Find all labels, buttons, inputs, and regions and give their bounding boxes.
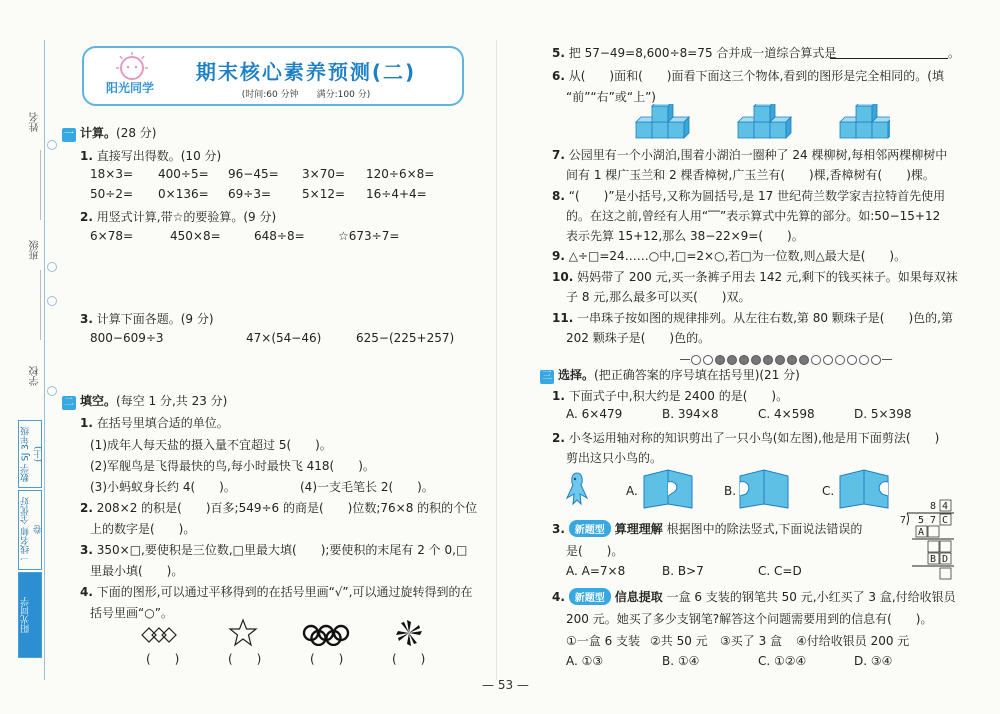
fill-3b: 里最小填( )。 [90, 564, 184, 578]
fill-8c: 表示先算 15+12,那么 38−22×9=( )。 [566, 229, 804, 243]
sun-logo-icon [92, 50, 168, 98]
mixed-calc: 800−609÷3 [90, 331, 164, 345]
choice-4b: 200 元。她买了多少支钢笔?解答这个问题需要用到的信息有( )。 [566, 612, 933, 626]
choice-option: A. 6×479 [566, 407, 623, 421]
school-label: 学校 [30, 366, 41, 386]
spine-label [18, 420, 42, 670]
bead-dark [715, 355, 725, 365]
fill-8b: 的。在这之前,曾经有人用“‾‾”表示算式中先算的部分。如:50−15+12 [566, 209, 941, 223]
vertical-calc: 450×8= [170, 229, 221, 243]
choice-option: A. A=7×8 [566, 564, 626, 578]
name-label: 姓名 [30, 112, 41, 132]
choice-2b: 剪出这只小鸟的。 [566, 451, 663, 465]
bead-dark [799, 355, 809, 365]
info-item: ③买了 3 盒 [720, 634, 783, 648]
choice-option: D. ③④ [854, 654, 893, 668]
mixed-calc: 625−(225+257) [356, 331, 455, 345]
svg-text:8: 8 [930, 501, 937, 512]
svg-text:4: 4 [942, 501, 949, 512]
cube-group-3 [840, 104, 890, 138]
bead-dark [739, 355, 749, 365]
choice-option: B. B>7 [662, 564, 704, 578]
calc-cell: 3×70= [302, 167, 346, 181]
section-badge: 一 [64, 129, 74, 140]
binding-hole [47, 296, 57, 306]
svg-text:5: 5 [918, 515, 925, 526]
section-badge: 三 [542, 371, 552, 382]
binding-hole [47, 386, 57, 396]
column-divider [496, 40, 497, 680]
choice-option: C. [822, 484, 835, 498]
svg-text:C: C [942, 515, 949, 526]
section-fill: 二 填空。(每空 1 分,共 23 分) [64, 394, 228, 408]
choice-option: C. ①②④ [758, 654, 807, 668]
bead-light [811, 355, 821, 365]
diamond-chain-icon [140, 624, 180, 646]
calc-cell: 16÷4+4= [366, 187, 427, 201]
fill-1c: (3)小蚂蚁身长约 4( )。 [90, 480, 236, 494]
bead-dark [727, 355, 737, 365]
new-type-badge: 新题型 [569, 520, 611, 537]
period: 。 [948, 46, 961, 60]
choice-option: D. 5×398 [854, 407, 912, 421]
vertical-calc: ☆673÷7= [338, 229, 400, 243]
answer-line [830, 58, 948, 59]
calc-cell: 0×136= [158, 187, 209, 201]
fill-4a: 4. 下面的图形,可以通过平移得到的在括号里画“√”,可以通过旋转得到的在 [80, 585, 473, 599]
choice-option: B. [724, 484, 737, 498]
long-division-figure [896, 498, 958, 582]
page-title: 期末核心素养预测(二) [195, 60, 417, 84]
fill-7a: 7. 公园里有一个小湖泊,围着小湖泊一圈种了 24 棵柳树,每相邻两棵柳树中 [552, 148, 948, 162]
section-calc: 一 计算。(28 分) [64, 126, 157, 140]
spine-cell: 数学 SJ 3年级(上) [18, 420, 42, 488]
fill-2a: 2. 208×2 的积是( )百多;549÷6 的商是( )位数;76×8 的积的个位 [80, 501, 478, 515]
answer-paren: ( ) [310, 652, 344, 666]
bead-light [703, 355, 713, 365]
vertical-calc: 648÷8= [254, 229, 305, 243]
page-number: — 53 — [482, 678, 529, 692]
calc-cell: 69÷3= [228, 187, 272, 201]
class-write-line [40, 270, 41, 340]
fill-9: 9. △÷□=24……○中,□=2×○,若□为一位数,则△最大是( )。 [552, 249, 907, 263]
svg-text:A: A [918, 527, 925, 538]
choice-option: C. 4×598 [758, 407, 815, 421]
section-choice: 三 选择。(把正确答案的序号填在括号里)(21 分) [542, 368, 800, 382]
binding-hole [47, 140, 57, 150]
calc-cell: 400÷5= [158, 167, 209, 181]
bead-light [847, 355, 857, 365]
margin-line [44, 40, 45, 680]
answer-paren: ( ) [392, 652, 426, 666]
fill-1: 1. 在括号里填合适的单位。 [80, 416, 229, 430]
bead-dark [787, 355, 797, 365]
answer-paren: ( ) [146, 652, 180, 666]
choice-4a: 4. 新题型 信息提取 一盒 6 支装的钢笔共 50 元,小红买了 3 盒,付给收银员 [552, 590, 956, 604]
olympic-rings-icon [302, 624, 350, 646]
fill-1a: (1)成年人每天盐的摄入量不宜超过 5( )。 [90, 438, 332, 452]
cut-paper-a-icon [640, 468, 696, 512]
choice-3a: 3. 新题型 算理理解 根据图中的除法竖式,下面说法错误的 [552, 522, 863, 536]
bead-light [859, 355, 869, 365]
svg-text:B: B [930, 554, 937, 565]
bead-dark [751, 355, 761, 365]
cut-paper-b-icon [736, 468, 792, 512]
choice-option: B. 394×8 [662, 407, 719, 421]
choice-2a: 2. 小冬运用轴对称的知识剪出了一只小鸟(如左图),他是用下面剪法( ) [552, 431, 940, 445]
calc-cell: 5×12= [302, 187, 346, 201]
choice-3b: 是( )。 [566, 544, 624, 558]
spine-logo: 阳光同学 [18, 572, 42, 658]
calc-cell: 96−45= [228, 167, 279, 181]
logo-text: 阳光同学 [105, 81, 155, 95]
fill-6a: 6. 从( )面和( )面看下面这三个物体,看到的图形是完全相同的。(填 [552, 69, 944, 83]
section-badge: 二 [64, 397, 74, 408]
svg-text:7: 7 [930, 515, 937, 526]
fill-4b: 括号里画“○”。 [90, 606, 173, 620]
fill-11b: 202 颗珠子是( )色的。 [566, 331, 711, 345]
calc-cell: 18×3= [90, 167, 134, 181]
cube-figures [630, 104, 890, 140]
new-type-badge: 新题型 [569, 588, 611, 605]
choice-option: A. [626, 484, 638, 498]
fill-10a: 10. 妈妈带了 200 元,买一条裤子用去 142 元,剩下的钱买袜子。如果每双袜 [552, 270, 958, 284]
cube-group-2 [738, 104, 791, 138]
fill-6b: “前”“右”或“上”) [566, 90, 656, 104]
svg-text:D: D [942, 554, 949, 565]
bead-light [835, 355, 845, 365]
answer-paren: ( ) [228, 652, 262, 666]
binding-hole [47, 262, 57, 272]
fill-1b: (2)军舰鸟是飞得最快的鸟,每小时最快飞 418( )。 [90, 459, 375, 473]
bead-dark [763, 355, 773, 365]
page-subtitle: (时间:60 分钟 满分:100 分) [241, 90, 371, 100]
info-item: ①一盒 6 支装 [566, 634, 641, 648]
question-2: 2. 用竖式计算,带☆的要验算。(9 分) [80, 210, 277, 224]
fill-10b: 子 8 元,那么最多可以买( )双。 [566, 290, 751, 304]
bead-light [691, 355, 701, 365]
fill-1d: (4)一支毛笔长 2( )。 [300, 480, 434, 494]
name-write-line [40, 150, 41, 220]
bird-icon [562, 470, 592, 510]
cut-paper-c-icon [836, 468, 892, 512]
question-1: 1. 直接写出得数。(10 分) [80, 149, 222, 163]
fill-8a: 8. “( )”是小括号,又称为圆括号,是 17 世纪荷兰数学家吉拉特首先使用 [552, 189, 946, 203]
fill-7b: 间有 1 棵广玉兰和 2 棵香樟树,广玉兰有( )棵,香樟树有( )棵。 [566, 168, 935, 182]
bead-string [680, 352, 892, 366]
choice-1: 1. 下面式子中,积大约是 2400 的是( )。 [552, 389, 789, 403]
bead-light [823, 355, 833, 365]
info-item: ②共 50 元 [650, 634, 708, 648]
bead-light [871, 355, 881, 365]
cube-group-1 [636, 104, 689, 138]
pinwheel-icon [394, 618, 424, 648]
mixed-calc: 47×(54−46) [246, 331, 322, 345]
bead-dark [775, 355, 785, 365]
spine-cell: 一线名师 全优好卷 [18, 490, 42, 570]
fill-11a: 11. 一串珠子按如图的规律排列。从左往右数,第 80 颗珠子是( )色的,第 [552, 311, 953, 325]
star-icon [228, 618, 258, 648]
fill-5: 5. 把 57−49=8,600÷8=75 合并成一道综合算式是 [552, 46, 837, 60]
info-item: ④付给收银员 200 元 [796, 634, 910, 648]
vertical-calc: 6×78= [90, 229, 134, 243]
calc-cell: 120÷6×8= [366, 167, 435, 181]
calc-cell: 50÷2= [90, 187, 134, 201]
class-label: 班级 [30, 240, 41, 260]
choice-option: A. ①③ [566, 654, 604, 668]
choice-option: B. ①④ [662, 654, 700, 668]
fill-3a: 3. 350×□,要使积是三位数,□里最大填( );要使积的末尾有 2 个 0,□ [80, 543, 468, 557]
fill-2b: 上的数字是( )。 [90, 522, 196, 536]
question-3: 3. 计算下面各题。(9 分) [80, 312, 214, 326]
choice-option: C. C=D [758, 564, 802, 578]
svg-text:7: 7 [900, 515, 907, 526]
